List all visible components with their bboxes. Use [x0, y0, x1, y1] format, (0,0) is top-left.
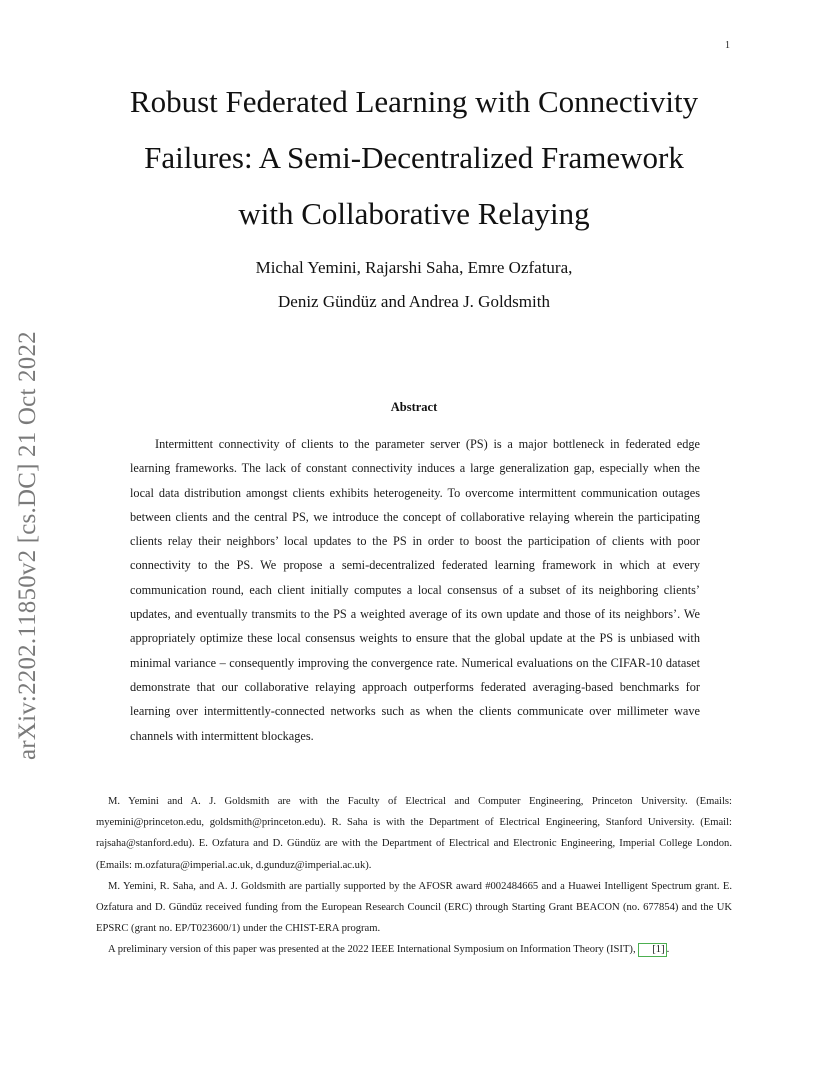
page-number: 1 [725, 40, 730, 51]
title-line: Failures: A Semi-Decentralized Framework [144, 140, 684, 175]
preliminary-text: A preliminary version of this paper was presented at the 2022 IEEE International Symposium on Information Theory (ISIT), [108, 944, 636, 956]
title-line: Robust Federated Learning with Connectivity [129, 84, 699, 119]
footnote-funding: M. Yemini, R. Saha, and A. J. Goldsmith are partially supported by the AFOSR award #002484665 and a Huawei Intelligent Spectrum grant. E. Ozfatura and D. Gündüz received funding from the European Research Council (ERC) through Starting Grant BEACON (no. 677854) and the UK EPSRC (grant no. EP/T023600/1) under the CHIST-ERA program. [96, 880, 732, 935]
arxiv-identifier[interactable]: arXiv:2202.11850v2 [cs.DC] 21 Oct 2022 [14, 331, 41, 760]
footnote-preliminary [96, 939, 732, 960]
abstract-text: Intermittent connectivity of clients to the parameter server (PS) is a major bottleneck in federated edge learning frameworks. The lack of constant connectivity induces a large generalization gap, especially when the local data distribution amongst clients exhibits heterogeneity. To overcome intermittent communication outages between clients and the central PS, we introduce the concept of collaborative relaying wherein the participating clients relay their neighbors’ local updates to the PS in order to boost the participation of clients with poor connectivity to the PS. We propose a semi-decentralized federated learning framework in which at every communication round, each client initially computes a local consensus of a subset of its neighboring clients’ updates, and eventually transmits to the PS a weighted average of its own update and those of its neighbors’. We appropriately optimize these local consensus weights to ensure that the global update at the PS is unbiased with minimal variance – consequently improving the convergence rate. Numerical evaluations on the CIFAR-10 dataset demonstrate that our collaborative relaying approach outperforms federated averaging-based benchmarks for learning over intermittently-connected networks such as when the clients communicate over millimeter wave channels with intermittent blockages. [130, 437, 700, 743]
author-line: Deniz Gündüz and Andrea J. Goldsmith [278, 292, 550, 311]
preliminary-end: . [666, 944, 670, 956]
abstract-heading: Abstract [390, 400, 438, 414]
footnotes [96, 791, 732, 961]
title-line: with Collaborative Relaying [238, 196, 590, 231]
paper-title [98, 74, 730, 242]
author-list [98, 251, 730, 319]
author-line: Michal Yemini, Rajarshi Saha, Emre Ozfatura, [255, 258, 573, 277]
footnote-affiliations: M. Yemini and A. J. Goldsmith are with the Faculty of Electrical and Computer Engineering, Princeton University. (Emails: myemini@princeton.edu, goldsmith@princeton.edu). R. Saha is with the Department of Electrical Engineering, Stanford University. (Email: rajsaha@stanford.edu). E. Ozfatura and D. Gündüz are with the Department of Electrical and Electronic Engineering, Imperial College London. (Emails: m.ozfatura@imperial.ac.uk, d.gunduz@imperial.ac.uk). [96, 796, 732, 871]
citation-link[interactable]: [1] [638, 943, 666, 957]
